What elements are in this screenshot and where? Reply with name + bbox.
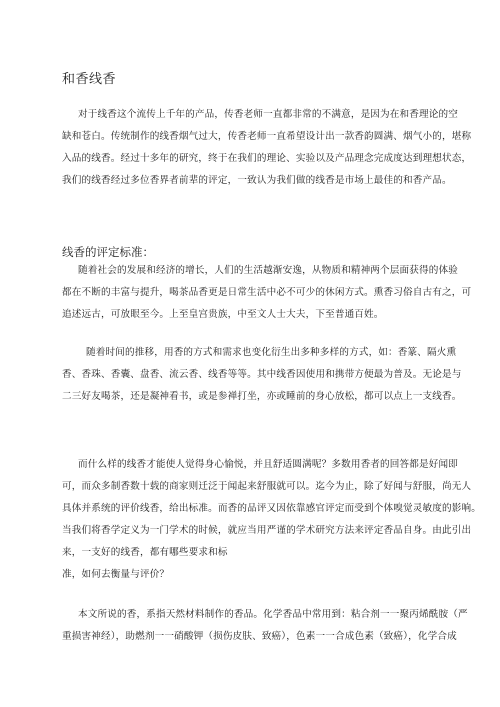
- paragraph-line: 当我们将香学定义为一门学术的时候，就应当用严谨的学术研究方法来评定香品自身。由此引出: [62, 525, 472, 536]
- body-paragraph-1: [62, 260, 472, 326]
- intro-line: 对于线香这个流传上千年的产品，传香老师一直都非常的不满意，是因为在和香理论的空: [78, 109, 459, 120]
- intro-line: 我们的线香经过多位香界者前辈的评定，一致认为我们做的线香是市场上最佳的和香产品。: [62, 175, 452, 186]
- body-paragraph-3: [62, 454, 481, 586]
- paragraph-line: 具体并系统的评价线香，给出标准。而香的品评又因依靠感官评定而受到个体嗅觉灵敏度的影响。: [62, 503, 481, 514]
- paragraph-line: 而什么样的线香才能使人觉得身心愉悦，并且舒适圆满呢？多数用香者的回答都是好闻即: [78, 459, 459, 470]
- section-heading: 线香的评定标准：: [62, 245, 154, 259]
- document-title: 和香线香: [62, 72, 117, 87]
- paragraph-line: 香、香珠、香囊、盘香、流云香、线香等等。其中线香因使用和携带方便最为普及。无论是与: [62, 369, 462, 380]
- paragraph-line: 可，而众多制香数十载的商家则迁泛于闻起来舒服就可以。迄今为止，除了好闻与舒服，尚无人: [62, 481, 472, 492]
- paragraph-line: 本文所说的香，系指天然材料制作的香品。化学香品中常用到：粘合剂一一聚丙烯酰胺（严: [78, 609, 468, 620]
- intro-line: 缺和苍白。传统制作的线香烟气过大，传香老师一直希望设计出一款香韵圆满、烟气小的，堪称: [62, 131, 472, 142]
- paragraph-line: 随着时间的推移，用香的方式和需求也变化衍生出多种多样的方式，如：香篆、隔火熏: [86, 347, 457, 358]
- paragraph-line: 二三好友喝茶，还是凝神看书，或是参禅打坐，亦或睡前的身心放松，都可以点上一支线香。: [62, 391, 462, 402]
- intro-line: 入品的线香。经过十多年的研究，终于在我们的理论、实验以及产品理念完成度达到理想状态，: [62, 153, 472, 164]
- body-paragraph-2: [62, 342, 462, 408]
- paragraph-line: 随着社会的发展和经济的增长，人们的生活越渐安逸，从物质和精神两个层面获得的体验: [78, 265, 459, 276]
- paragraph-line: 来，一支好的线香，都有哪些要求和标: [62, 547, 228, 558]
- body-paragraph-4: [62, 604, 468, 648]
- paragraph-line: 都在不断的丰富与提升，喝茶品香更是日常生活中必不可少的休闲方式。熏香习俗自古有之，可: [62, 287, 472, 298]
- intro-paragraph: [62, 104, 472, 192]
- paragraph-line: 准，如何去衡量与评价？: [62, 569, 170, 580]
- paragraph-line: 追述远古，可放眼至今。上至皇宫贵族，中至文人士大夫，下至普通百姓。: [62, 309, 384, 320]
- paragraph-line: 重损害神经），助燃剂一一硝酸钾（损伤皮肤、致癌），色素一一合成色素（致癌），化学合成: [62, 631, 457, 642]
